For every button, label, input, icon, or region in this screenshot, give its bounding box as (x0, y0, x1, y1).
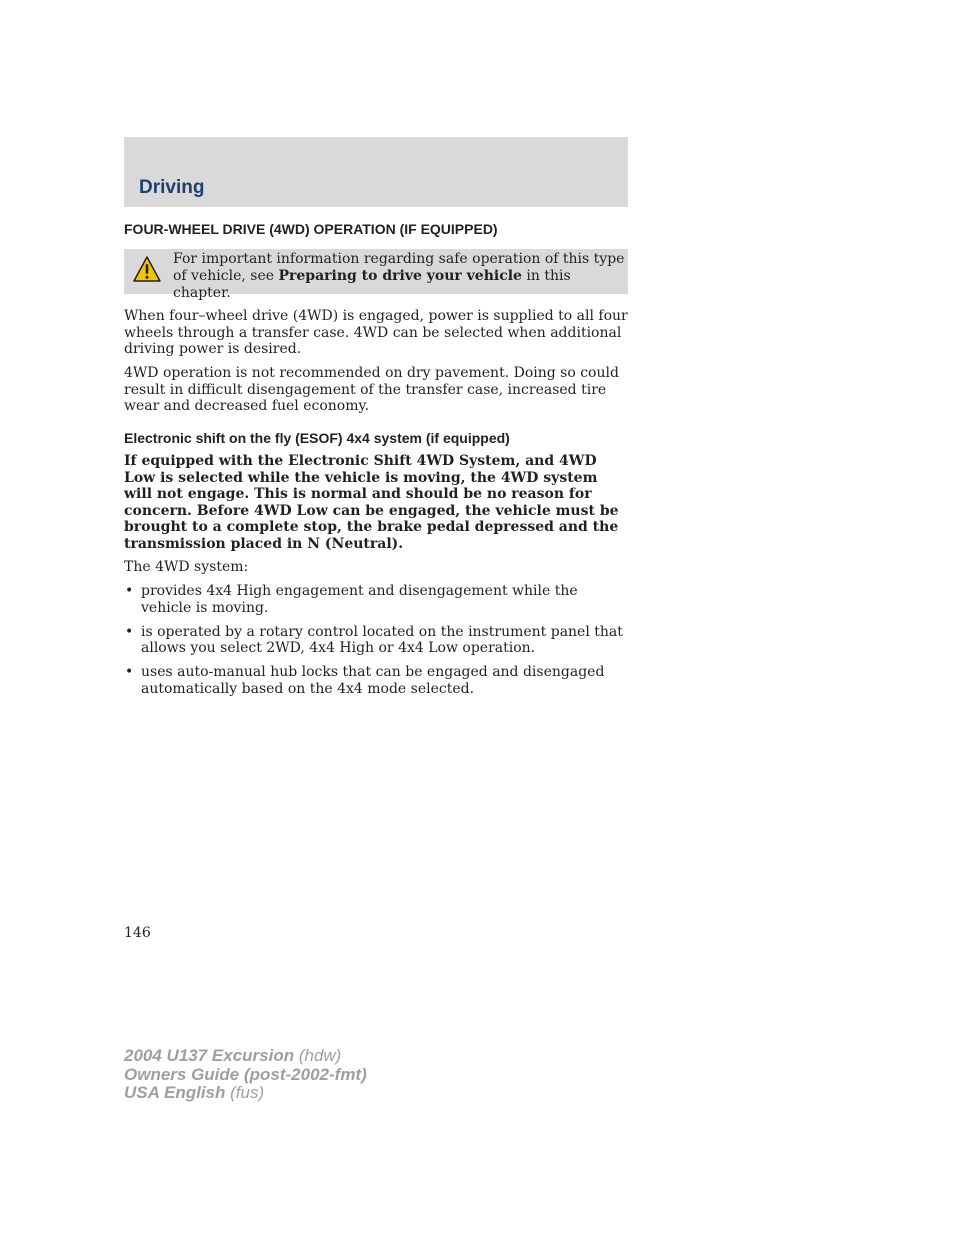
footer-line-3 (124, 1084, 367, 1103)
paragraph-4wd-intro: When four–wheel drive (4WD) is engaged, power is supplied to all four wheels through a transfer case. 4WD can be selected when additional driving power is desired. (124, 308, 628, 357)
footer-line-1 (124, 1047, 367, 1066)
feature-list (124, 583, 628, 705)
bullet-icon: • (125, 583, 134, 599)
list-item-text: uses auto-manual hub locks that can be engaged and disengaged automatically based on the 4x4 mode selected. (141, 664, 605, 697)
paragraph-dry-pavement: 4WD operation is not recommended on dry pavement. Doing so could result in difficult disengagement of the transfer case, increased tire wear and decreased fuel economy. (124, 365, 619, 414)
page-number: 146 (124, 925, 151, 941)
warning-text-after: in this chapter. (173, 268, 571, 301)
list-item-text: provides 4x4 High engagement and disengagement while the vehicle is moving. (141, 583, 578, 616)
chapter-title: Driving (139, 177, 205, 198)
system-intro: The 4WD system: (124, 559, 249, 575)
footer-guide: Owners Guide (post-2002-fmt) (124, 1064, 367, 1084)
warning-text-before: For important information regarding safe operation of this type of vehicle, see (173, 251, 625, 284)
warning-text (173, 251, 625, 302)
footer-model: 2004 U137 Excursion (124, 1046, 295, 1065)
footer-language-code: (fus) (225, 1083, 265, 1102)
list-item (124, 583, 628, 616)
footer-model-code: (hdw) (294, 1046, 342, 1065)
footer-language: USA English (124, 1083, 226, 1102)
footer-line-2 (124, 1066, 367, 1085)
section-heading: FOUR-WHEEL DRIVE (4WD) OPERATION (IF EQUIPPED) (124, 221, 498, 237)
list-item (124, 624, 628, 657)
bullet-icon: • (125, 664, 134, 680)
esof-bold-note: If equipped with the Electronic Shift 4WD System, and 4WD Low is selected while the vehicle is moving, the 4WD system will not engage. This is normal and should be no reason for concern. Before 4WD Low can be engaged, the vehicle must be brought to a complete stop, the brake pedal depressed and the transmission placed in N (Neutral). (124, 453, 619, 552)
chapter-header-bar (124, 137, 628, 207)
esof-heading: Electronic shift on the fly (ESOF) 4x4 system (if equipped) (124, 430, 510, 446)
document-footer (124, 1047, 367, 1103)
list-item-text: is operated by a rotary control located on the instrument panel that allows you select 2WD, 4x4 High or 4x4 Low operation. (141, 623, 623, 656)
warning-box (124, 249, 628, 301)
list-item (124, 664, 628, 697)
warning-link-text: Preparing to drive your vehicle (278, 268, 522, 284)
warning-triangle-icon (132, 255, 162, 283)
bullet-icon: • (125, 623, 134, 640)
